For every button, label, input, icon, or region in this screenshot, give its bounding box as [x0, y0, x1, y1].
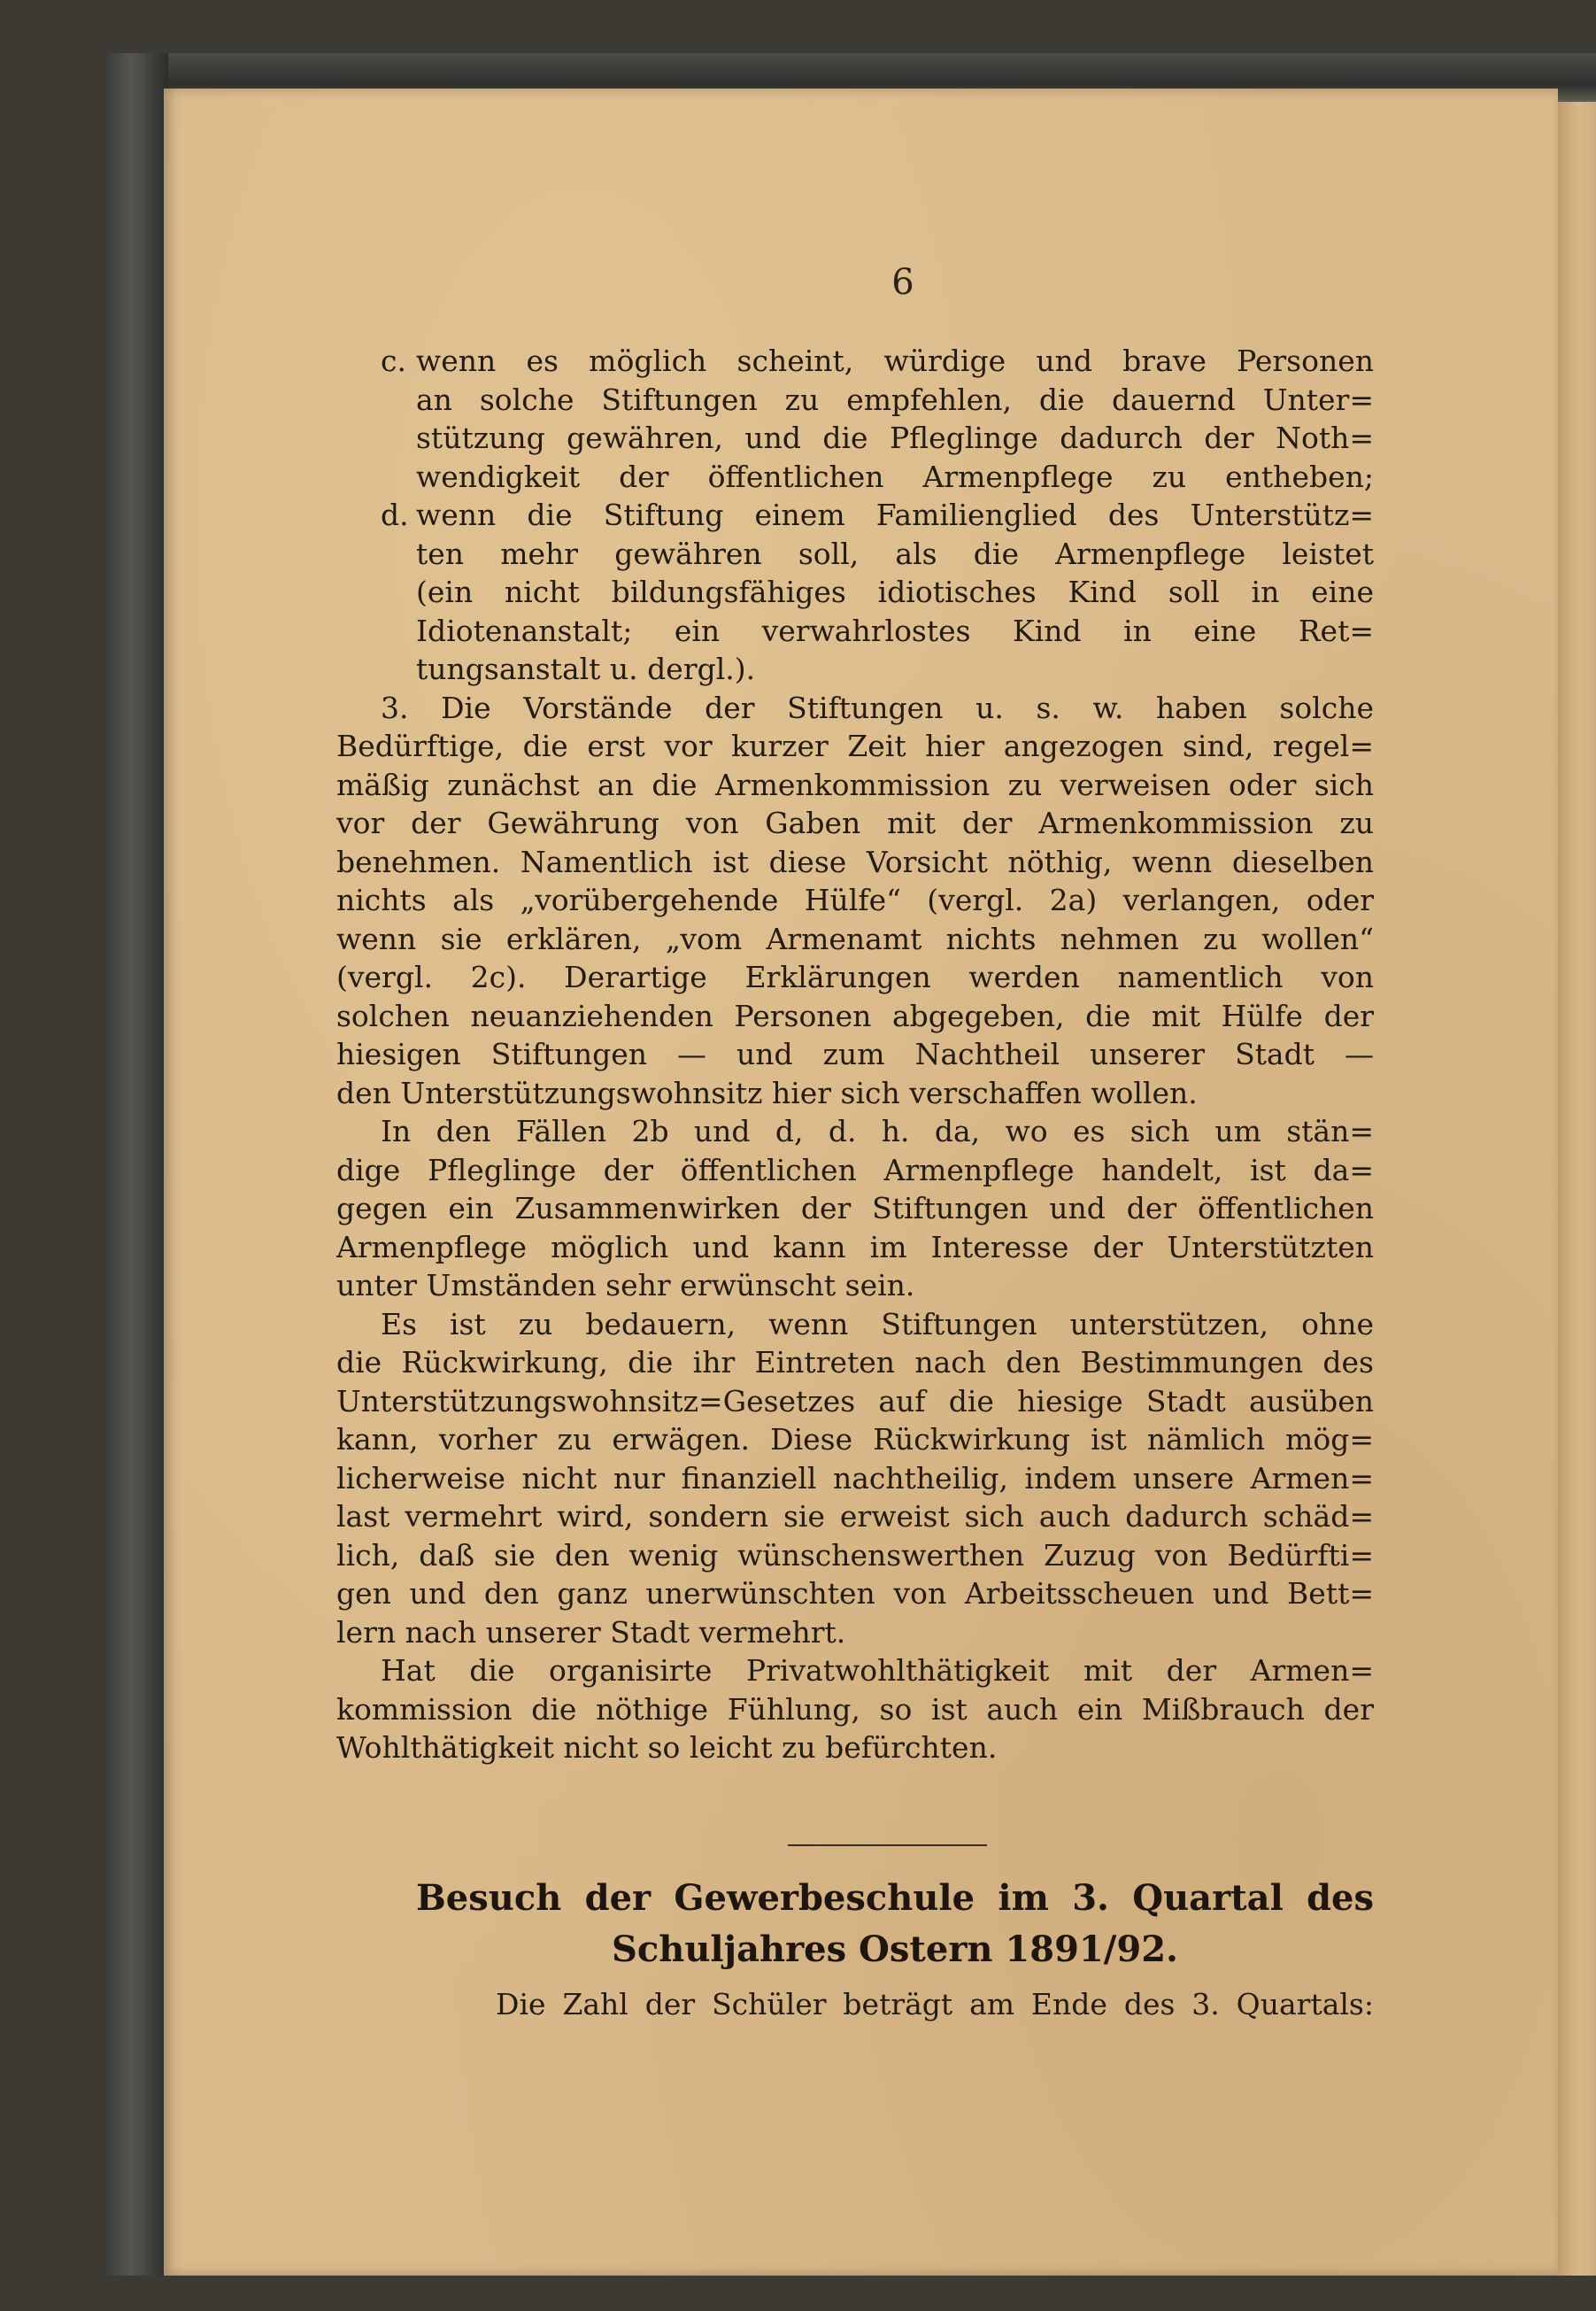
text-line: unter Umständen sehr erwünscht sein.	[336, 1268, 915, 1302]
text-line: hiesigen Stiftungen — und zum Nachtheil unserer Stadt —	[336, 1037, 1374, 1071]
facing-page-edge	[1554, 102, 1596, 2276]
text-line: licherweise nicht nur finanziell nachtheilig, indem unsere Armen=	[336, 1460, 1374, 1496]
text-line: stützung gewähren, und die Pfleglinge dadurch der Noth=	[416, 421, 1374, 455]
section-heading-line-1: Besuch der Gewerbeschule im 3. Quartal des	[416, 1877, 1374, 1919]
text-line: 3. Die Vorstände der Stiftungen u. s. w. haben solche	[381, 690, 1374, 725]
section-heading	[416, 1873, 1374, 1975]
text-line: mäßig zunächst an die Armenkommission zu verweisen oder sich	[336, 767, 1374, 802]
text-line: solchen neuanziehenden Personen abgegeben, die mit Hülfe der	[336, 998, 1374, 1033]
text-line: wenn sie erklären, „vom Armenamt nichts nehmen zu wollen“	[336, 921, 1374, 956]
book-binding-left-edge	[106, 53, 168, 2276]
text-line: die Rückwirkung, die ihr Eintreten nach den Bestimmungen des	[336, 1345, 1374, 1380]
text-line: In den Fällen 2b und d, d. h. da, wo es sich um stän=	[381, 1114, 1374, 1148]
text-line: c. wenn es möglich scheint, würdige und brave Personen	[416, 342, 1374, 381]
text-line: ten mehr gewähren soll, als die Armenpflege leistet	[416, 536, 1374, 571]
text-line: wendigkeit der öffentlichen Armenpflege zu entheben;	[416, 459, 1374, 494]
text-line: lich, daß sie den wenig wünschenswerthen Zuzug von Bedürfti=	[336, 1537, 1374, 1573]
text-line: dige Pfleglinge der öffentlichen Armenpflege handelt, ist da=	[336, 1152, 1374, 1187]
text-line: Hat die organisirte Privatwohlthätigkeit mit der Armen=	[381, 1653, 1374, 1688]
text-line: Es ist zu bedauern, wenn Stiftungen unterstützen, ohne	[381, 1306, 1374, 1341]
list-marker-d: d.	[381, 498, 409, 532]
text-line: Bedürftige, die erst vor kurzer Zeit hier angezogen sind, regel=	[336, 729, 1374, 763]
text-line: Unterstützungswohnsitz=Gesetzes auf die hiesige Stadt ausüben	[336, 1383, 1374, 1418]
text-line: nichts als „vorübergehende Hülfe“ (vergl. 2a) verlangen, oder	[336, 883, 1374, 917]
list-marker-c: c.	[381, 344, 406, 378]
text-line: Idiotenanstalt; ein verwahrlostes Kind in eine Ret=	[416, 613, 1374, 648]
text-line: tungsanstalt u. dergl.).	[416, 652, 756, 686]
section-heading-line-2: Schuljahres Ostern 1891/92.	[612, 1928, 1178, 1970]
text-line: den Unterstützungswohnsitz hier sich verschaffen wollen.	[336, 1075, 1198, 1110]
section-divider	[788, 1844, 987, 1846]
text-line: Armenpflege möglich und kann im Interesse der Unterstützten	[336, 1229, 1374, 1264]
text-line: kommission die nöthige Fühlung, so ist auch ein Mißbrauch der	[336, 1691, 1374, 1727]
text-line: an solche Stiftungen zu empfehlen, die dauernd Unter=	[416, 382, 1374, 417]
text-line: last vermehrt wird, sondern sie erweist sich auch dadurch schäd=	[336, 1499, 1374, 1534]
text-line: d. wenn die Stiftung einem Familienglied des Unterstütz=	[416, 496, 1374, 535]
text-line: (vergl. 2c). Derartige Erklärungen werden namentlich von	[336, 960, 1374, 994]
text-line: gegen ein Zusammenwirken der Stiftungen und der öffentlichen	[336, 1191, 1374, 1225]
text-line: benehmen. Namentlich ist diese Vorsicht nöthig, wenn dieselben	[336, 844, 1374, 879]
text-line: kann, vorher zu erwägen. Diese Rückwirkung ist nämlich mög=	[336, 1422, 1374, 1457]
text-line: (ein nicht bildungsfähiges idiotisches Kind soll in eine	[416, 575, 1374, 609]
page-number: 6	[891, 262, 914, 303]
text-line: Wohlthätigkeit nicht so leicht zu befürchten.	[336, 1730, 998, 1765]
text-line: gen und den ganz unerwünschten von Arbeitsscheuen und Bett=	[336, 1576, 1374, 1611]
text-line: vor der Gewährung von Gaben mit der Armenkommission zu	[336, 806, 1374, 840]
page-body-text	[336, 342, 1374, 1767]
closing-text-line: Die Zahl der Schüler beträgt am Ende des 3. Quartals:	[496, 1987, 1374, 2021]
text-line: lern nach unserer Stadt vermehrt.	[336, 1614, 846, 1650]
